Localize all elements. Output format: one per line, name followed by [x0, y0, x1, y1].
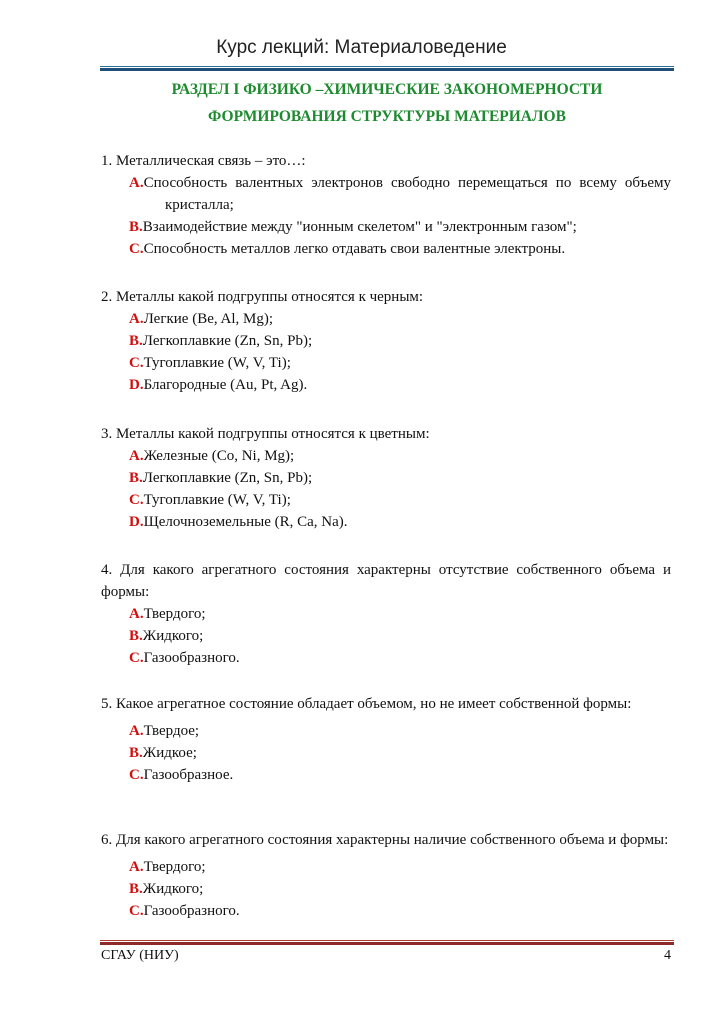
option-letter: C.: [129, 492, 144, 508]
header-title: Курс лекций: Материаловедение: [216, 37, 507, 58]
option-text: Благородные (Au, Pt, Ag).: [143, 377, 308, 393]
option-letter: C.: [129, 355, 144, 371]
option-text: Способность металлов легко отдавать свои валентные электроны.: [143, 241, 566, 257]
header-rule-thin: [100, 66, 674, 67]
question-1: [101, 150, 671, 260]
footer-rule: [100, 940, 674, 945]
footer-rule-thick: [100, 942, 674, 945]
answer-option: [101, 352, 671, 374]
option-letter: C.: [129, 903, 144, 919]
question-2: [101, 286, 671, 396]
section-title-line-2: ФОРМИРОВАНИЯ СТРУКТУРЫ МАТЕРИАЛОВ: [208, 108, 566, 125]
option-letter: A.: [129, 723, 144, 739]
option-text: Железные (Co, Ni, Mg);: [143, 448, 295, 464]
option-text: Щелочноземельные (R, Ca, Na).: [143, 514, 348, 530]
answer-option: [101, 603, 671, 625]
option-text: Газообразное.: [143, 767, 234, 783]
answer-option: [101, 172, 671, 216]
option-text: Газообразного.: [143, 650, 240, 666]
option-text: Легкие (Be, Al, Mg);: [143, 311, 274, 327]
option-letter: B.: [129, 881, 143, 897]
option-letter: B.: [129, 628, 143, 644]
answer-option: [101, 330, 671, 352]
answer-option: [101, 647, 671, 669]
answer-option: [101, 216, 671, 238]
option-text: Тугоплавкие (W, V, Ti);: [143, 492, 291, 508]
option-letter: A.: [129, 859, 144, 875]
answer-option: [101, 742, 671, 764]
question-text: 3. Металлы какой подгруппы относятся к цветным:: [101, 426, 430, 442]
question-3: [101, 423, 671, 533]
answer-option: [101, 878, 671, 900]
answer-option: [101, 238, 671, 260]
option-letter: C.: [129, 650, 144, 666]
question-6: [101, 829, 671, 922]
page-number: 4: [664, 948, 671, 963]
option-text: Жидкое;: [142, 745, 197, 761]
answer-option: [101, 489, 671, 511]
option-letter: A.: [129, 448, 144, 464]
question-text: 2. Металлы какой подгруппы относятся к черным:: [101, 289, 424, 305]
option-text: Твердое;: [143, 723, 200, 739]
header-rule-thick: [100, 68, 674, 71]
answer-option: [101, 308, 671, 330]
answer-option: [101, 856, 671, 878]
footer-rule-thin: [100, 940, 674, 941]
option-letter: D.: [129, 377, 144, 393]
answer-option: [101, 445, 671, 467]
option-text: Легкоплавкие (Zn, Sn, Pb);: [142, 470, 313, 486]
question-text: 6. Для какого агрегатного состояния характерны наличие собственного объема и формы:: [101, 832, 669, 848]
option-letter: B.: [129, 745, 143, 761]
option-text: Жидкого;: [142, 881, 204, 897]
question-text: 1. Металлическая связь – это…:: [101, 153, 306, 169]
option-text: Легкоплавкие (Zn, Sn, Pb);: [142, 333, 313, 349]
question-5: [101, 693, 671, 786]
option-letter: A.: [129, 606, 144, 622]
answer-option: [101, 374, 671, 396]
option-letter: D.: [129, 514, 144, 530]
option-text: Твердого;: [143, 606, 206, 622]
option-text: Способность валентных электронов свободно перемещаться по всему объему кристалла;: [143, 175, 671, 213]
option-text: Газообразного.: [143, 903, 240, 919]
answer-option: [101, 900, 671, 922]
footer-university: СГАУ (НИУ): [101, 948, 179, 963]
section-title-line-1: РАЗДЕЛ I ФИЗИКО –ХИМИЧЕСКИЕ ЗАКОНОМЕРНОСТИ: [171, 81, 603, 98]
option-letter: B.: [129, 470, 143, 486]
question-text: 5. Какое агрегатное состояние обладает объемом, но не имеет собственной формы:: [101, 696, 632, 712]
answer-option: [101, 625, 671, 647]
answer-option: [101, 511, 671, 533]
answer-option: [101, 764, 671, 786]
question-4: [101, 559, 671, 669]
question-text: 4. Для какого агрегатного состояния характерны отсутствие собственного объема и формы:: [101, 562, 671, 600]
answer-option: [101, 467, 671, 489]
option-letter: B.: [129, 219, 143, 235]
option-letter: C.: [129, 241, 144, 257]
option-text: Тугоплавкие (W, V, Ti);: [143, 355, 291, 371]
option-letter: C.: [129, 767, 144, 783]
option-text: Взаимодействие между "ионным скелетом" и "электронным газом";: [142, 219, 577, 235]
option-letter: A.: [129, 311, 144, 327]
option-letter: A.: [129, 175, 144, 191]
option-text: Твердого;: [143, 859, 206, 875]
option-text: Жидкого;: [142, 628, 204, 644]
header-rule: [100, 66, 674, 71]
answer-option: [101, 720, 671, 742]
option-letter: B.: [129, 333, 143, 349]
